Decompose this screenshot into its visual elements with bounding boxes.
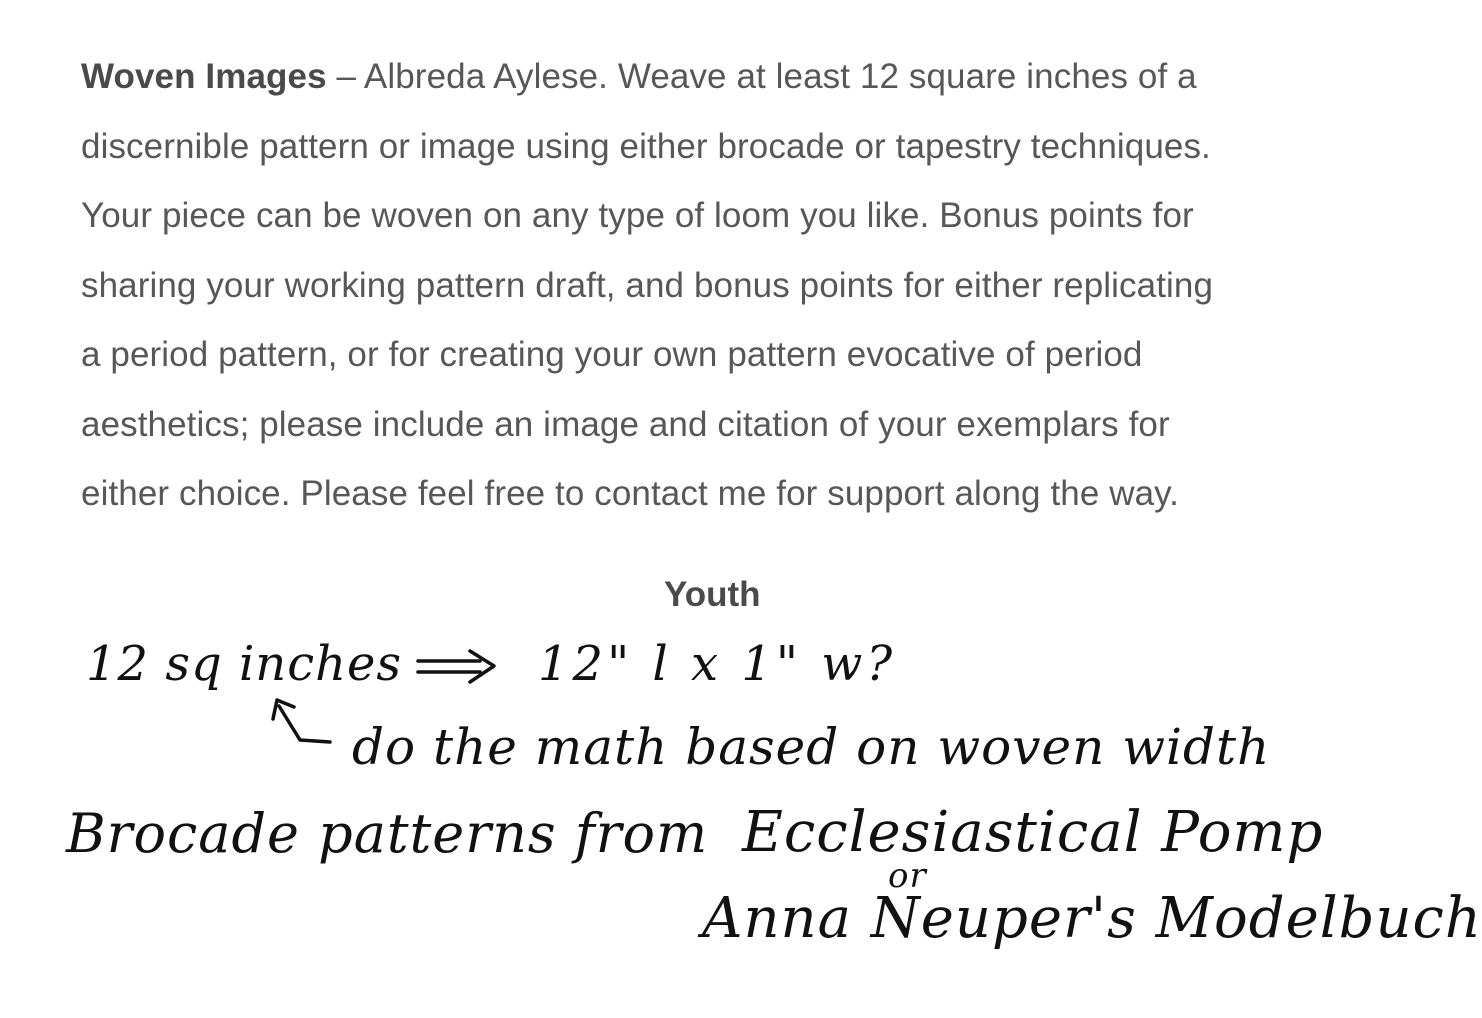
note-ecclesiastical-pomp: Ecclesiastical Pomp — [742, 800, 1324, 865]
cut-off-heading-text: Youth — [664, 575, 761, 614]
challenge-description — [81, 42, 1381, 529]
description-line-5: a period pattern, or for creating your own pattern evocative of period — [81, 335, 1143, 374]
note-dimensions-question: 12" l x 1" w? — [538, 636, 897, 692]
description-line-6: aesthetics; please include an image and citation of your exemplars for — [81, 404, 1170, 444]
description-line-4: sharing your working pattern draft, and bonus points for either replicating — [81, 265, 1214, 305]
description-line-7: either choice. Please feel free to contact me for support along the way. — [81, 474, 1179, 513]
note-brocade-patterns-from: Brocade patterns from — [66, 802, 709, 865]
note-do-the-math: do the math based on woven width — [352, 718, 1271, 776]
hooked-arrow-up-icon — [273, 700, 330, 742]
description-line-1 — [81, 42, 1381, 112]
challenge-heading: Woven Images — [81, 57, 327, 96]
note-anna-neupers-modelbuch: Anna Neuper's Modelbuch — [702, 886, 1482, 951]
description-line-2: discernible pattern or image using either brocade or tapestry techniques. — [81, 126, 1211, 166]
note-twelve-sq-inches: 12 sq inches — [86, 636, 403, 692]
description-line-3: Your piece can be woven on any type of loom you like. Bonus points for — [81, 196, 1194, 235]
double-arrow-right-icon — [418, 651, 494, 682]
description-line-1-text: – Albreda Aylese. Weave at least 12 square inches of a — [326, 57, 1197, 96]
note-or: or — [888, 856, 927, 896]
cut-off-next-heading — [620, 575, 800, 614]
